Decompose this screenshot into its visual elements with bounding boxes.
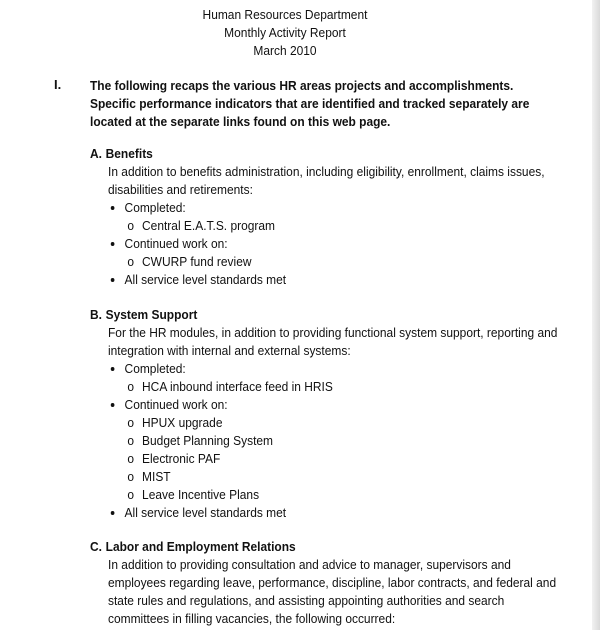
section-letter: C. — [90, 539, 102, 554]
section-list — [108, 360, 515, 522]
sub-list-item-label: Central E.A.T.S. program — [142, 218, 275, 233]
bullet-icon — [111, 242, 115, 246]
report-title: Monthly Activity Report — [224, 25, 346, 40]
list-item-label: All service level standards met — [124, 505, 287, 520]
sub-bullet-marker: o — [127, 487, 134, 502]
description-line: For the HR modules, in addition to providing functional system support, reporting and — [108, 325, 558, 340]
section-letter: A. — [90, 146, 102, 161]
section-description — [108, 324, 558, 360]
description-line: committees in filling vacancies, the following occurred: — [108, 611, 396, 626]
list-item-label: Completed: — [124, 200, 186, 215]
description-line: employees regarding leave, performance, discipline, labor contracts, and federal and — [108, 575, 557, 590]
section-title-text: System Support — [105, 307, 198, 322]
sub-bullet-marker: o — [127, 469, 134, 484]
description-line: In addition to benefits administration, including eligibility, enrollment, claims issues, — [108, 164, 545, 179]
description-line: integration with internal and external systems: — [108, 343, 351, 358]
sub-list-item-label: MIST — [142, 469, 171, 484]
sub-list-item — [108, 450, 515, 468]
bullet-icon — [111, 278, 115, 282]
description-line: In addition to providing consultation and advice to manager, supervisors and — [108, 557, 511, 572]
list-item — [108, 360, 515, 378]
sub-list-item — [108, 414, 515, 432]
sub-bullet-marker: o — [127, 415, 134, 430]
intro-line: located at the separate links found on this web page. — [90, 114, 391, 129]
section-title-text: Benefits — [105, 146, 153, 161]
sub-list-item-label: Electronic PAF — [142, 451, 221, 466]
sub-bullet-marker: o — [127, 433, 134, 448]
report-header — [23, 6, 547, 60]
list-item — [108, 504, 515, 522]
list-item — [108, 235, 515, 253]
section-benefits — [90, 145, 550, 289]
bullet-icon — [111, 511, 115, 515]
section-list — [108, 199, 515, 289]
bullet-icon — [111, 206, 115, 210]
sub-list-item-label: HCA inbound interface feed in HRIS — [142, 379, 333, 394]
section-description — [108, 556, 557, 628]
sub-bullet-marker: o — [127, 218, 134, 233]
sub-list-item — [108, 432, 515, 450]
section-description — [108, 163, 545, 199]
list-item — [108, 271, 515, 289]
description-line: state rules and regulations, and assisting appointing authorities and search — [108, 593, 505, 608]
section-title-text: Labor and Employment Relations — [105, 539, 296, 554]
sub-list-item — [108, 217, 515, 235]
list-item — [108, 199, 515, 217]
sub-bullet-marker: o — [127, 379, 134, 394]
list-item-label: All service level standards met — [124, 272, 287, 287]
description-line: disabilities and retirements: — [108, 182, 253, 197]
list-item-label: Completed: — [124, 361, 186, 376]
page-edge-shadow — [592, 0, 600, 630]
sub-list-item — [108, 486, 515, 504]
sub-bullet-marker: o — [127, 254, 134, 269]
department-title: Human Resources Department — [202, 7, 368, 22]
list-item — [108, 396, 515, 414]
bullet-icon — [111, 403, 115, 407]
sub-bullet-marker: o — [127, 451, 134, 466]
section-letter: B. — [90, 307, 102, 322]
report-date: March 2010 — [253, 43, 317, 58]
intro-numeral: I. — [54, 77, 62, 92]
section-title — [90, 306, 513, 324]
list-item-label: Continued work on: — [124, 236, 228, 251]
sub-list-item-label: Leave Incentive Plans — [142, 487, 260, 502]
section-title — [90, 538, 513, 556]
sub-list-item — [108, 378, 515, 396]
bullet-icon — [111, 367, 115, 371]
sub-list-item — [108, 253, 515, 271]
sub-list-item-label: Budget Planning System — [142, 433, 274, 448]
sub-list-item — [108, 468, 515, 486]
intro-line: The following recaps the various HR areas projects and accomplishments. — [90, 78, 514, 93]
sub-list-item-label: HPUX upgrade — [142, 415, 223, 430]
section-system-support — [90, 306, 558, 522]
intro-line: Specific performance indicators that are identified and tracked separately are — [90, 96, 530, 111]
section-title — [90, 145, 513, 163]
list-item-label: Continued work on: — [124, 397, 228, 412]
sub-list-item-label: CWURP fund review — [142, 254, 252, 269]
intro-paragraph — [90, 77, 530, 131]
section-labor-relations — [90, 538, 557, 628]
